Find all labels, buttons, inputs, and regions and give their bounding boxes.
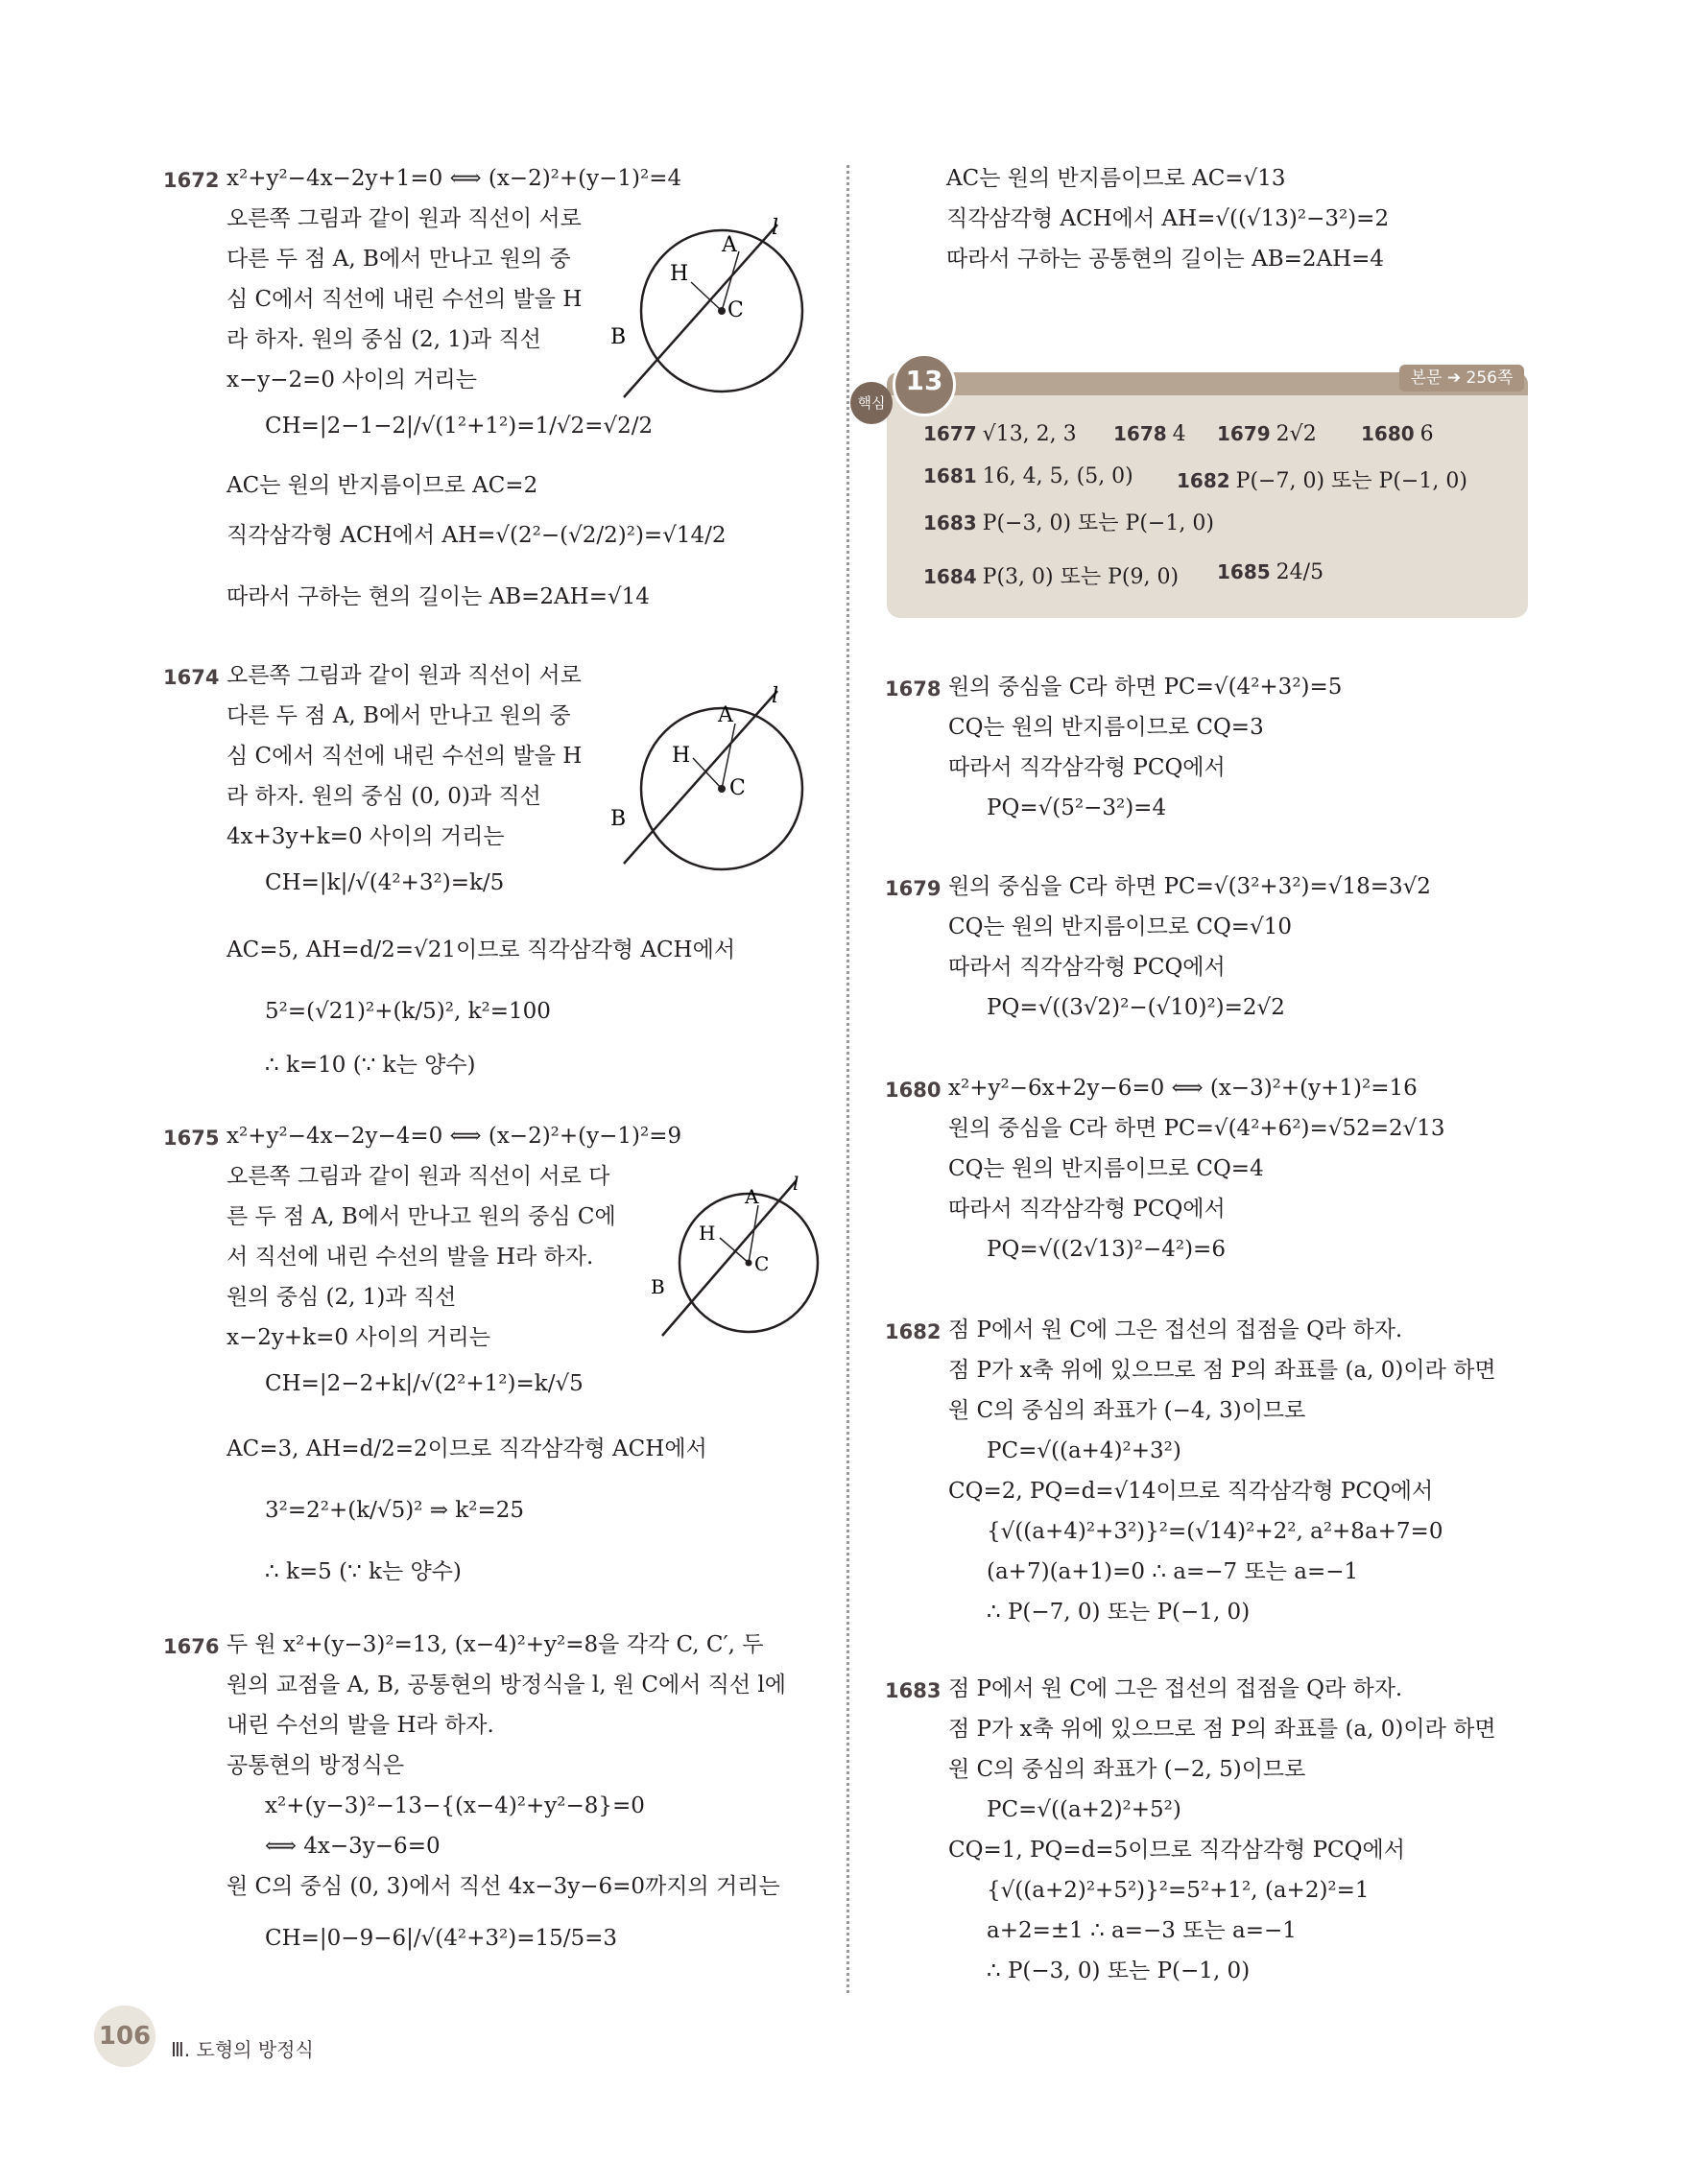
solution-line: 오른쪽 그림과 같이 원과 직선이 서로 다 (227, 1164, 610, 1189)
equation-line: PQ=√((2√13)²−4²)=6 (987, 1237, 1226, 1262)
point-a-label: A (722, 233, 737, 257)
conclusion-line: ∴ P(−3, 0) 또는 P(−1, 0) (987, 1958, 1251, 1983)
solution-line: 따라서 구하는 공통현의 길이는 AB=2AH=4 (946, 247, 1385, 272)
solution-line: 원의 중심을 C라 하면 PC=√(4²+6²)=√52=2√13 (948, 1116, 1445, 1141)
answer-item: 1682 P(−7, 0) 또는 P(−1, 0) (1177, 469, 1467, 493)
solution-line: CQ=2, PQ=d=√14이므로 직각삼각형 PCQ에서 (948, 1479, 1434, 1504)
solution-line: 따라서 직각삼각형 PCQ에서 (948, 755, 1226, 780)
answer-item: 1683 P(−3, 0) 또는 P(−1, 0) (923, 511, 1214, 535)
solution-line: 직각삼각형 ACH에서 AH=√((√13)²−3²)=2 (946, 206, 1390, 231)
equation-line: CH=|0−9−6|/√(4²+3²)=15/5=3 (265, 1926, 618, 1951)
conclusion-line: ∴ P(−7, 0) 또는 P(−1, 0) (987, 1600, 1251, 1625)
textbook-page-reference: 본문 ➔ 256쪽 (1399, 365, 1524, 392)
solution-line: 원의 중심을 C라 하면 PC=√(4²+3²)=5 (948, 675, 1343, 700)
equation-line: 5²=(√21)²+(k/5)², k²=100 (265, 999, 551, 1024)
answer-item: 1685 24/5 (1217, 560, 1324, 584)
point-h-label: H (672, 744, 691, 768)
solution-line: 다른 두 점 A, B에서 만나고 원의 중 (227, 247, 571, 272)
equation-line: a+2=±1 ∴ a=−3 또는 a=−1 (987, 1918, 1297, 1943)
solution-line: 라 하자. 원의 중심 (0, 0)과 직선 (227, 784, 541, 809)
solution-line: 원의 중심 (2, 1)과 직선 (227, 1285, 457, 1310)
core-label: 핵심 (850, 382, 893, 424)
solution-line: 오른쪽 그림과 같이 원과 직선이 서로 (227, 206, 582, 231)
point-b-label: B (651, 1275, 665, 1298)
solution-line: AC는 원의 반지름이므로 AC=2 (227, 473, 538, 498)
conclusion-line: ∴ k=10 (∵ k는 양수) (265, 1053, 476, 1078)
problem-number: 1682 (885, 1320, 942, 1343)
circle-line-figure (610, 681, 806, 873)
answer-item: 1681 16, 4, 5, (5, 0) (923, 464, 1133, 488)
solution-line: 내린 수선의 발을 H라 하자. (227, 1713, 494, 1738)
equation-line: PQ=√(5²−3²)=4 (987, 795, 1167, 820)
solution-line: 두 원 x²+(y−3)²=13, (x−4)²+y²=8을 각각 C, C′, 두 (227, 1632, 764, 1657)
equation-line: {√((a+4)²+3²)}²=(√14)²+2², a²+8a+7=0 (987, 1519, 1443, 1544)
solution-line: x−y−2=0 사이의 거리는 (227, 368, 477, 392)
solution-line: x²+y²−4x−2y+1=0 ⟺ (x−2)²+(y−1)²=4 (227, 166, 682, 191)
solution-line: 4x+3y+k=0 사이의 거리는 (227, 824, 505, 849)
solution-line: 따라서 직각삼각형 PCQ에서 (948, 1197, 1226, 1222)
equation-line: PC=√((a+2)²+5²) (987, 1797, 1181, 1822)
equation-line: PC=√((a+4)²+3²) (987, 1438, 1181, 1463)
circle-line-figure (610, 215, 806, 407)
point-c-label: C (727, 298, 744, 322)
solution-line: 따라서 직각삼각형 PCQ에서 (948, 955, 1226, 980)
point-c-label: C (729, 776, 746, 800)
problem-number: 1672 (163, 169, 220, 192)
solution-line: CQ는 원의 반지름이므로 CQ=√10 (948, 914, 1292, 939)
solution-line: 다른 두 점 A, B에서 만나고 원의 중 (227, 703, 571, 728)
answer-item: 1677 √13, 2, 3 (923, 422, 1077, 446)
solution-line: 공통현의 방정식은 (227, 1753, 405, 1778)
point-b-label: B (610, 807, 627, 831)
equation-line: 직각삼각형 ACH에서 AH=√(2²−(√2/2)²)=√14/2 (227, 523, 727, 548)
answer-item: 1680 6 (1361, 422, 1434, 446)
solution-line: AC=5, AH=d/2=√21이므로 직각삼각형 ACH에서 (227, 938, 736, 962)
answer-item: 1684 P(3, 0) 또는 P(9, 0) (923, 565, 1180, 589)
line-l-label: l (772, 684, 779, 708)
problem-number: 1678 (885, 677, 942, 700)
problem-number: 1679 (885, 877, 942, 900)
problem-number: 1683 (885, 1679, 942, 1702)
line-l-label: l (772, 216, 779, 240)
solution-line: 오른쪽 그림과 같이 원과 직선이 서로 (227, 663, 582, 688)
conclusion-line: ∴ k=5 (∵ k는 양수) (265, 1559, 462, 1584)
solution-line: 점 P에서 원 C에 그은 접선의 접점을 Q라 하자. (948, 1318, 1403, 1342)
point-a-label: A (745, 1185, 759, 1208)
solution-line: 원 C의 중심의 좌표가 (−4, 3)이므로 (948, 1398, 1306, 1423)
solution-line: x−2y+k=0 사이의 거리는 (227, 1325, 490, 1350)
page-number: 106 (94, 2006, 155, 2067)
chapter-title: Ⅲ. 도형의 방정식 (171, 2038, 314, 2061)
solution-line: 른 두 점 A, B에서 만나고 원의 중심 C에 (227, 1204, 616, 1229)
solution-line: x²+y²−6x+2y−6=0 ⟺ (x−3)²+(y+1)²=16 (948, 1076, 1418, 1101)
solution-line: x²+y²−4x−2y−4=0 ⟺ (x−2)²+(y−1)²=9 (227, 1124, 682, 1149)
equation-line: CH=|2−1−2|/√(1²+1²)=1/√2=√2/2 (265, 414, 654, 439)
problem-number: 1674 (163, 666, 220, 689)
equation-line: CH=|2−2+k|/√(2²+1²)=k/√5 (265, 1371, 584, 1396)
point-h-label: H (670, 262, 689, 286)
point-a-label: A (718, 703, 733, 727)
solution-line: CQ는 원의 반지름이므로 CQ=3 (948, 715, 1264, 740)
solution-line: CQ=1, PQ=d=5이므로 직각삼각형 PCQ에서 (948, 1838, 1405, 1863)
problem-number: 1675 (163, 1127, 220, 1150)
solution-line: 심 C에서 직선에 내린 수선의 발을 H (227, 287, 583, 312)
solution-line: 따라서 구하는 현의 길이는 AB=2AH=√14 (227, 584, 650, 609)
solution-line: CQ는 원의 반지름이므로 CQ=4 (948, 1156, 1264, 1181)
column-divider (846, 165, 849, 1993)
solution-line: 점 P가 x축 위에 있으므로 점 P의 좌표를 (a, 0)이라 하면 (948, 1358, 1496, 1383)
solution-line: AC=3, AH=d/2=2이므로 직각삼각형 ACH에서 (227, 1436, 707, 1461)
equation-line: ⟺ 4x−3y−6=0 (265, 1834, 441, 1859)
solution-line: 서 직선에 내린 수선의 발을 H라 하자. (227, 1245, 594, 1270)
solution-line: AC는 원의 반지름이므로 AC=√13 (946, 166, 1286, 191)
point-b-label: B (610, 325, 627, 349)
equation-line: {√((a+2)²+5²)}²=5²+1², (a+2)²=1 (987, 1878, 1370, 1903)
line-l-label: l (793, 1172, 799, 1195)
solution-line: 점 P에서 원 C에 그은 접선의 접점을 Q라 하자. (948, 1676, 1403, 1701)
point-h-label: H (699, 1222, 716, 1245)
solution-line: 라 하자. 원의 중심 (2, 1)과 직선 (227, 327, 541, 352)
equation-line: PQ=√((3√2)²−(√10)²)=2√2 (987, 995, 1285, 1020)
equation-line: x²+(y−3)²−13−{(x−4)²+y²−8}=0 (265, 1793, 645, 1818)
problem-number: 1680 (885, 1079, 942, 1102)
answer-item: 1679 2√2 (1217, 422, 1317, 446)
section-number: 13 (905, 365, 943, 396)
solution-line: 원의 중심을 C라 하면 PC=√(3²+3²)=√18=3√2 (948, 874, 1431, 899)
solution-line: 심 C에서 직선에 내린 수선의 발을 H (227, 744, 583, 769)
equation-line: (a+7)(a+1)=0 ∴ a=−7 또는 a=−1 (987, 1559, 1359, 1584)
circle-line-figure (653, 1171, 825, 1343)
equation-line: CH=|k|/√(4²+3²)=k/5 (265, 870, 505, 895)
point-c-label: C (754, 1252, 770, 1275)
solution-line: 점 P가 x축 위에 있으므로 점 P의 좌표를 (a, 0)이라 하면 (948, 1717, 1496, 1742)
solution-line: 원 C의 중심 (0, 3)에서 직선 4x−3y−6=0까지의 거리는 (227, 1874, 780, 1899)
problem-number: 1676 (163, 1635, 220, 1658)
solution-line: 원의 교점을 A, B, 공통현의 방정식을 l, 원 C에서 직선 l에 (227, 1673, 787, 1697)
equation-line: 3²=2²+(k/√5)² ⇒ k²=25 (265, 1498, 524, 1523)
solution-line: 원 C의 중심의 좌표가 (−2, 5)이므로 (948, 1757, 1306, 1782)
answer-item: 1678 4 (1113, 422, 1186, 446)
